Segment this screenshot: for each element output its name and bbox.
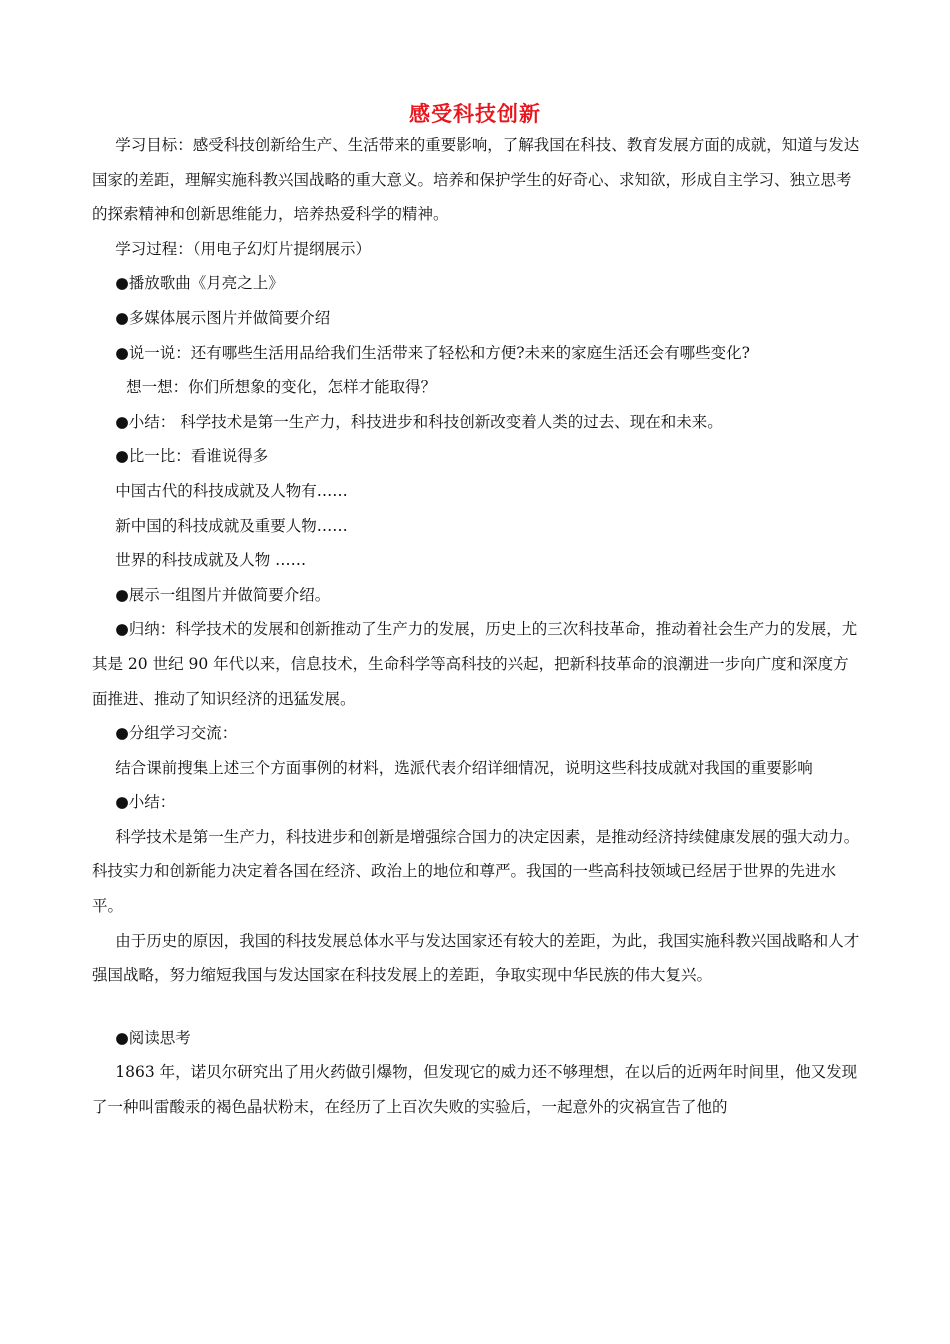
bullet-song: ●播放歌曲《月亮之上》: [115, 274, 284, 293]
learning-process: 学习过程：（用电子幻灯片提纲展示）: [115, 239, 372, 258]
nobel-story-text: 1863 年，诺贝尔研究出了用火药做引爆物，但发现它的威力还不够理想，在以后的近两年时间里，他又发现了一种叫雷酸汞的褐色晶状粉末，在经历了上百次失败的实验后，一起意外的灾祸宣告了他的: [92, 1063, 858, 1117]
think-question: 想一想：你们所想象的变化，怎样才能取得？: [126, 378, 437, 397]
bullet-group-exchange: ●分组学习交流：: [115, 724, 238, 743]
summary-2-text: 科学技术是第一生产力，科技进步和创新是增强综合国力的决定因素，是推动经济持续健康发展的强大动力。科技实力和创新能力决定着各国在经济、政治上的地位和尊严。我国的一些高科技领域已经居于世界的先进水平。: [92, 827, 860, 916]
bullet-induction: ●归纳：科学技术的发展和创新推动了生产力的发展，历史上的三次科技革命，推动着社会生产力的发展，尤其是 20 世纪 90 年代以来，信息技术，生命科学等高科技的兴起，把新科技革命的浪潮进一步向广度和深度方面推进、推动了知识经济的迅猛发展。: [92, 620, 858, 708]
ancient-china-item: 中国古代的科技成就及人物有……: [115, 481, 348, 500]
bullet-summary-1: ●小结： 科学技术是第一生产力，科技进步和科技创新改变着人类的过去、现在和未来。: [115, 412, 723, 431]
new-china-item: 新中国的科技成就及重要人物……: [115, 516, 348, 535]
bullet-multimedia: ●多媒体展示图片并做简要介绍: [115, 308, 331, 327]
group-exchange-text: 结合课前搜集上述三个方面事例的材料，选派代表介绍详细情况，说明这些科技成就对我国的重要影响: [115, 758, 813, 777]
document-body: [92, 128, 862, 1125]
document-title: 感受科技创新: [409, 102, 541, 126]
bullet-discuss: ●说一说：还有哪些生活用品给我们生活带来了轻松和方便?未来的家庭生活还会有哪些变化?: [115, 343, 750, 362]
world-item: 世界的科技成就及人物 ……: [115, 551, 307, 570]
learning-goals: 学习目标：感受科技创新给生产、生活带来的重要影响，了解我国在科技、教育发展方面的成就，知道与发达国家的差距，理解实施科教兴国战略的重大意义。培养和保护学生的好奇心、求知欲，形成自主学习、独立思考的探索精神和创新思维能力，培养热爱科学的精神。: [92, 136, 860, 224]
history-reason-text: 由于历史的原因，我国的科技发展总体水平与发达国家还有较大的差距，为此，我国实施科教兴国战略和人才强国战略，努力缩短我国与发达国家在科技发展上的差距，争取实现中华民族的伟大复兴。: [92, 931, 860, 985]
bullet-compare: ●比一比：看谁说得多: [115, 447, 269, 466]
bullet-pictures: ●展示一组图片并做简要介绍。: [115, 585, 331, 604]
spacer: [92, 993, 862, 1021]
bullet-summary-2: ●小结：: [115, 793, 176, 812]
bullet-reading: ●阅读思考: [115, 1028, 191, 1047]
